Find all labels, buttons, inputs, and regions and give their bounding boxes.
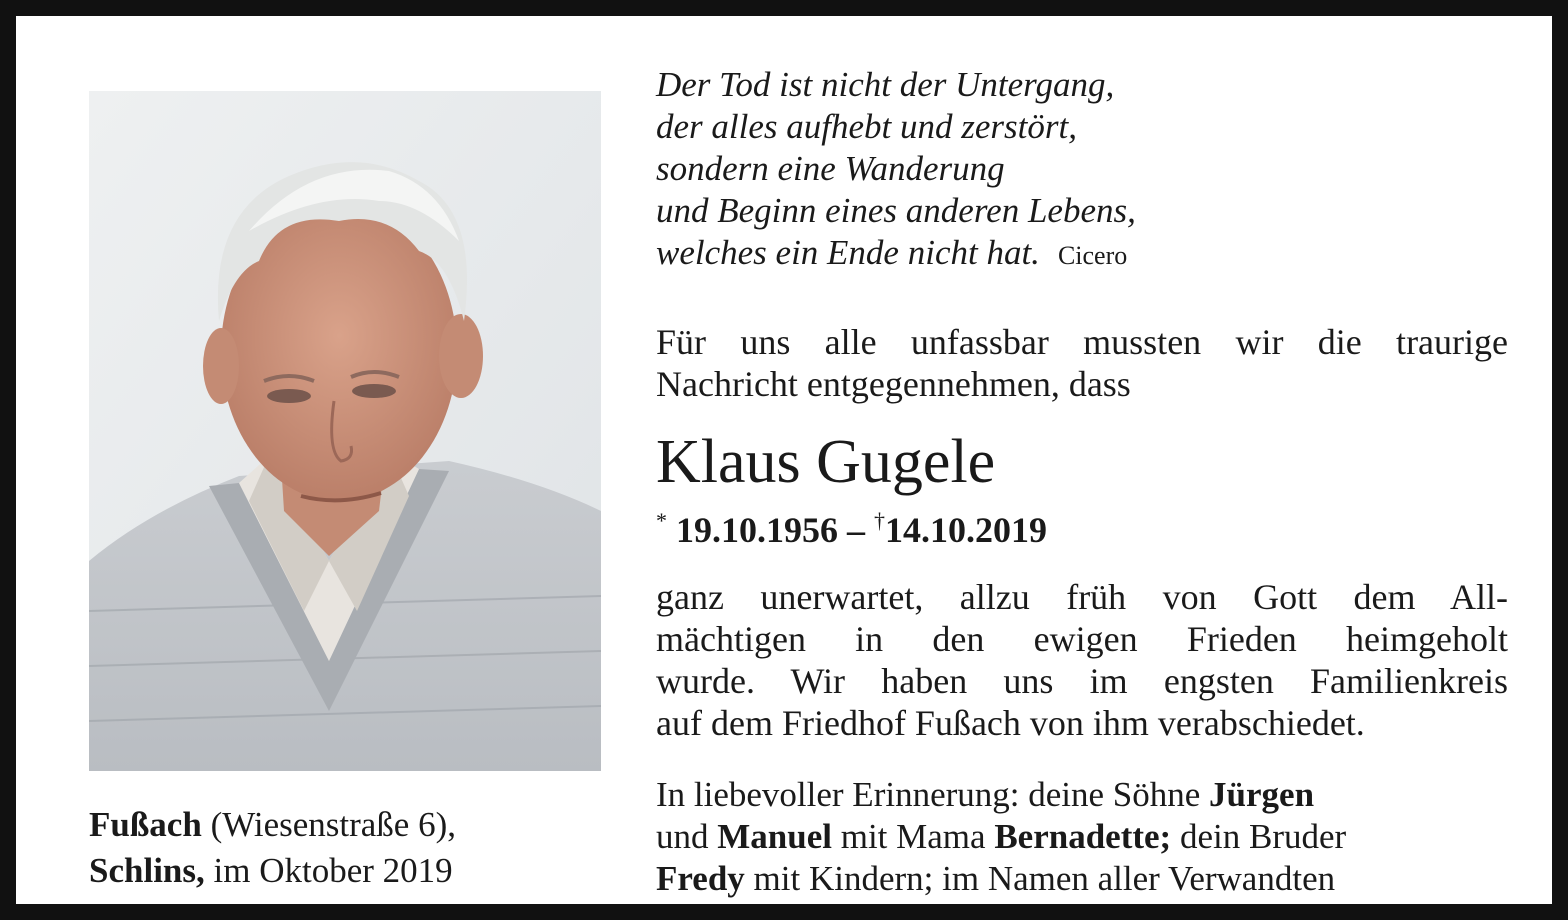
body-line: ganz unerwartet, allzu früh von Gott dem All- [656, 577, 1508, 617]
intro-paragraph [656, 321, 1508, 405]
quote-line: welches ein Ende nicht hat. [656, 233, 1040, 272]
memory-line-2 [656, 816, 1508, 858]
quote-author: Cicero [1057, 241, 1128, 270]
quote-line: und Beginn eines anderen Lebens, [656, 191, 1136, 230]
son-juergen: Jürgen [1209, 775, 1315, 814]
life-dates [656, 499, 1508, 552]
portrait-illustration [89, 91, 601, 771]
place-line-2 [89, 848, 609, 894]
body-line: auf dem Friedhof Fußach von ihm verabschiedet. [656, 703, 1365, 743]
quote-last-line [656, 232, 1508, 277]
body-paragraph [656, 576, 1508, 744]
memory-line-3 [656, 858, 1508, 900]
body-line: wurde. Wir haben uns im engsten Familienkreis [656, 661, 1508, 701]
deceased-name: Klaus Gugele [656, 428, 996, 496]
death-symbol: † [874, 508, 885, 533]
memory-text: und [656, 817, 718, 856]
mother-bernadette: Bernadette; [994, 817, 1172, 856]
place-line-1 [89, 802, 609, 848]
place-and-date [89, 802, 609, 894]
brother-fredy: Fredy [656, 859, 745, 898]
birth-symbol: * [656, 508, 667, 533]
date-separator: – [847, 510, 865, 550]
quote-line: der alles aufhebt und zerstört, [656, 107, 1077, 146]
death-date: 14.10.2019 [885, 510, 1047, 550]
memory-text: In liebevoller Erinnerung: deine Söhne [656, 775, 1210, 814]
birth-date: 19.10.1956 [676, 510, 838, 550]
son-manuel: Manuel [717, 817, 832, 856]
town-schlins: Schlins, [89, 851, 205, 890]
portrait-photo [89, 91, 601, 771]
body-line: mächtigen in den ewigen Frieden heimgeholt [656, 619, 1508, 659]
memory-line-1 [656, 774, 1508, 816]
memory-paragraph [656, 774, 1508, 900]
memory-text: mit Kindern; im Namen aller Verwandten [744, 859, 1336, 898]
intro-line-1: Für uns alle unfassbar mussten wir die traurige [656, 322, 1508, 362]
intro-line-2: Nachricht entgegennehmen, dass [656, 364, 1131, 404]
quote-line: sondern eine Wanderung [656, 149, 1005, 188]
memory-text: mit Mama [831, 817, 995, 856]
address-text: (Wiesenstraße 6), [201, 805, 456, 844]
notice-text-column [656, 64, 1508, 900]
date-text: im Oktober 2019 [204, 851, 453, 890]
memory-text: dein Bruder [1171, 817, 1347, 856]
quote-line: Der Tod ist nicht der Untergang, [656, 65, 1115, 104]
town-fussach: Fußach [89, 805, 202, 844]
quote-block [656, 64, 1508, 277]
